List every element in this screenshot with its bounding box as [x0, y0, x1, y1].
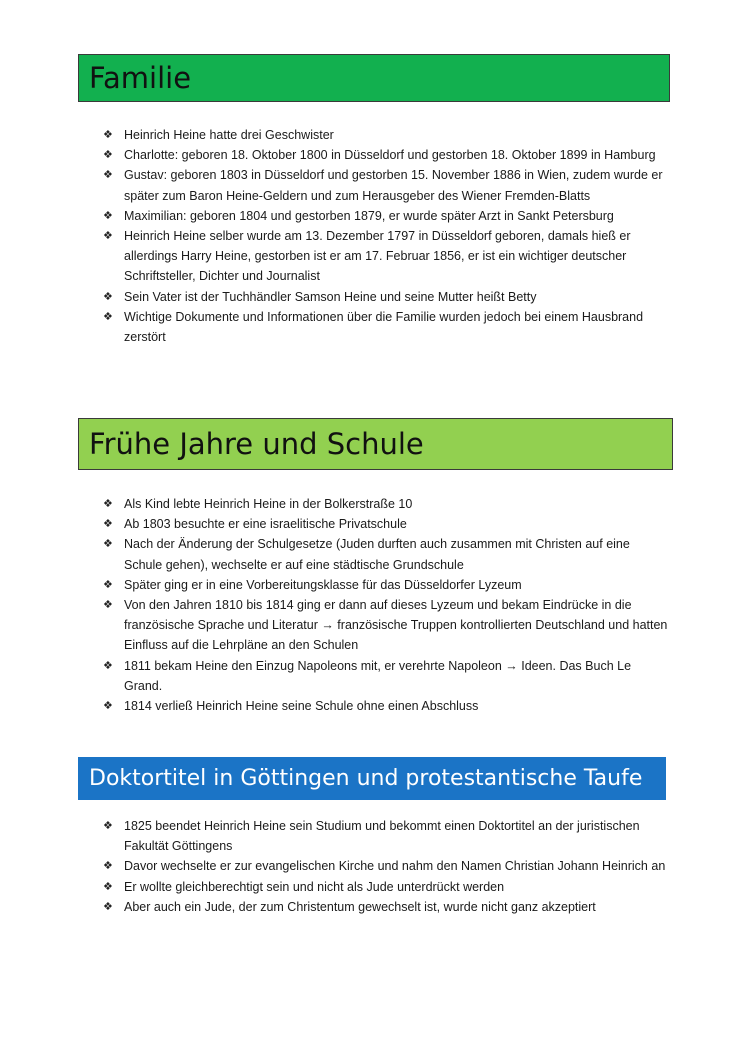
section-header-doktor [78, 757, 666, 800]
list-item: ❖ Nach der Änderung der Schulgesetze (Juden durften auch zusammen mit Christen auf eine Schule gehen), wechselte er auf eine städtische Grundschule [103, 534, 668, 574]
list-item: ❖ Sein Vater ist der Tuchhändler Samson Heine und seine Mutter heißt Betty [103, 287, 668, 307]
jahre-list [103, 494, 668, 716]
list-item: ❖ Heinrich Heine selber wurde am 13. Dezember 1797 in Düsseldorf geboren, damals hieß er allerdings Harry Heine, gestorben ist er am 17. Februar 1856, er ist ein wichtiger deutscher Schriftsteller, Dichter und Journalist [103, 226, 668, 287]
section-title-familie: Familie [89, 61, 192, 95]
bullet-diamond-icon: ❖ [103, 659, 113, 672]
section-title-jahre: Frühe Jahre und Schule [89, 427, 424, 461]
bullet-diamond-icon: ❖ [103, 820, 113, 832]
bullet-diamond-icon: ❖ [103, 900, 113, 913]
bullet-diamond-icon: ❖ [103, 538, 113, 551]
list-item: ❖ Wichtige Dokumente und Informationen über die Familie wurden jedoch bei einem Hausbrand zerstört [103, 307, 668, 347]
bullet-diamond-icon: ❖ [103, 518, 113, 531]
list-item: ❖ Charlotte: geboren 18. Oktober 1800 in Düsseldorf und gestorben 18. Oktober 1899 in Hamburg [103, 145, 668, 165]
list-item: ❖ Aber auch ein Jude, der zum Christentum gewechselt ist, wurde nicht ganz akzeptiert [103, 897, 668, 917]
list-item: ❖ Davor wechselte er zur evangelischen Kirche und nahm den Namen Christian Johann Heinrich an [103, 856, 668, 876]
list-item: ❖ Heinrich Heine hatte drei Geschwister [103, 125, 668, 145]
bullet-diamond-icon: ❖ [103, 149, 113, 162]
section-header-jahre [78, 418, 673, 470]
section-header-familie [78, 54, 670, 102]
bullet-diamond-icon: ❖ [103, 209, 113, 222]
list-item: ❖ Gustav: geboren 1803 in Düsseldorf und gestorben 15. November 1886 in Wien, zudem wurde er später zum Baron Heine-Geldern und zum Herausgeber des Wiener Fremden-Blatts [103, 165, 668, 205]
section-title-doktor: Doktortitel in Göttingen und protestantische Taufe [89, 766, 643, 791]
bullet-diamond-icon: ❖ [103, 230, 113, 243]
list-item: ❖ Als Kind lebte Heinrich Heine in der Bolkerstraße 10 [103, 494, 668, 514]
list-item: ❖ 1811 bekam Heine den Einzug Napoleons mit, er verehrte Napoleon → Ideen. Das Buch Le Grand. [103, 656, 668, 696]
list-item: ❖ Später ging er in eine Vorbereitungsklasse für das Düsseldorfer Lyzeum [103, 575, 668, 595]
bullet-diamond-icon: ❖ [103, 290, 113, 303]
list-item: ❖ Er wollte gleichberechtigt sein und nicht als Jude unterdrückt werden [103, 877, 668, 897]
bullet-diamond-icon: ❖ [103, 880, 113, 893]
bullet-diamond-icon: ❖ [103, 599, 113, 612]
bullet-diamond-icon: ❖ [103, 578, 113, 591]
bullet-diamond-icon: ❖ [103, 700, 113, 713]
list-item: ❖ 1814 verließ Heinrich Heine seine Schule ohne einen Abschluss [103, 696, 668, 716]
list-item: ❖ 1825 beendet Heinrich Heine sein Studium und bekommt einen Doktortitel an der juristischen Fakultät Göttingens [103, 816, 668, 856]
list-item: ❖ Ab 1803 besuchte er eine israelitische Privatschule [103, 514, 668, 534]
bullet-diamond-icon: ❖ [103, 129, 113, 141]
doktor-list [103, 816, 668, 917]
bullet-diamond-icon: ❖ [103, 310, 113, 323]
familie-list [103, 125, 668, 347]
bullet-diamond-icon: ❖ [103, 498, 113, 510]
list-item: ❖ Maximilian: geboren 1804 und gestorben 1879, er wurde später Arzt in Sankt Petersburg [103, 206, 668, 226]
bullet-diamond-icon: ❖ [103, 169, 113, 182]
bullet-diamond-icon: ❖ [103, 860, 113, 873]
list-item: ❖ Von den Jahren 1810 bis 1814 ging er dann auf dieses Lyzeum und bekam Eindrücke in die französische Sprache und Literatur → französische Truppen kontrollierten Deutschland und hatten Einfluss auf die Lehrpläne an den Schulen [103, 595, 668, 656]
